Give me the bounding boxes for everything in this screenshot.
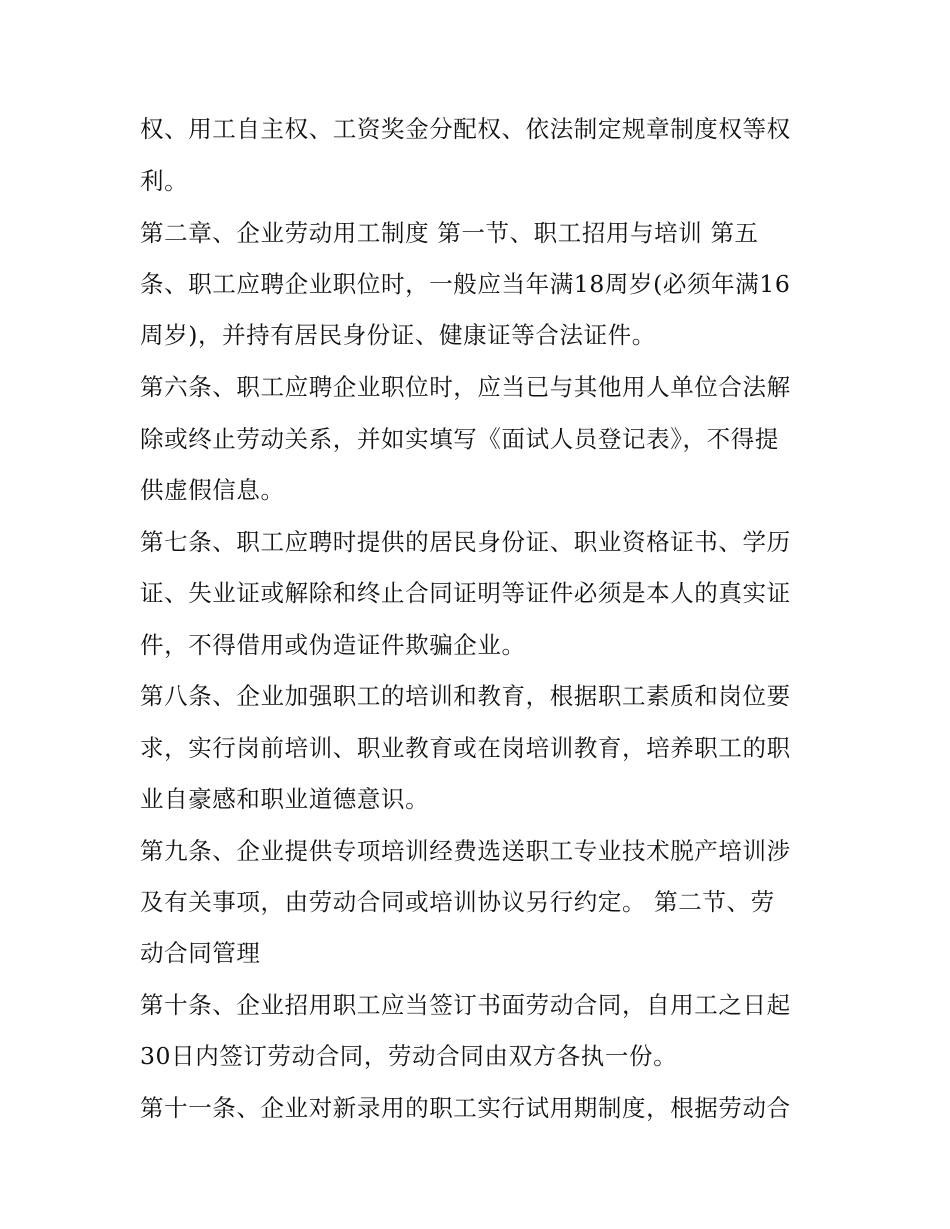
text-line: 周岁)，并持有居民身份证、健康证等合法证件。 — [140, 321, 656, 349]
text-line: 第九条、企业提供专项培训经费选送职工专业技术脱产培训涉 — [140, 837, 791, 865]
text-line: 件，不得借用或伪造证件欺骗企业。 — [140, 631, 526, 659]
text-line: 第八条、企业加强职工的培训和教育，根据职工素质和岗位要 — [140, 682, 791, 710]
text-line: 业自豪感和职业道德意识。 — [140, 785, 430, 813]
text-line: 第七条、职工应聘时提供的居民身份证、职业资格证书、学历 — [140, 528, 791, 556]
text-line: 第六条、职工应聘企业职位时，应当已与其他用人单位合法解 — [140, 373, 791, 401]
text-line: 求，实行岗前培训、职业教育或在岗培训教育，培养职工的职 — [140, 734, 791, 762]
text-line: 第十一条、企业对新录用的职工实行试用期制度，根据劳动合 — [140, 1094, 791, 1122]
text-line: 利。 — [140, 167, 189, 195]
text-line: 第十条、企业招用职工应当签订书面劳动合同，自用工之日起 — [140, 991, 791, 1019]
text-line: 动合同管理 — [140, 939, 261, 967]
text-line: 供虚假信息。 — [140, 476, 285, 504]
text-line: 30日内签订劳动合同，劳动合同由双方各执一份。 — [140, 1042, 678, 1070]
text-line: 证、失业证或解除和终止合同证明等证件必须是本人的真实证 — [140, 579, 791, 607]
text-line: 条、职工应聘企业职位时，一般应当年满18周岁(必须年满16 — [140, 270, 791, 298]
text-line: 除或终止劳动关系，并如实填写《面试人员登记表》，不得提 — [140, 425, 779, 453]
text-line: 及有关事项，由劳动合同或培训协议另行约定。 第二节、劳 — [140, 888, 775, 916]
text-line: 第二章、企业劳动用工制度 第一节、职工招用与培训 第五 — [140, 219, 759, 247]
text-line: 权、用工自主权、工资奖金分配权、依法制定规章制度权等权 — [140, 115, 791, 143]
